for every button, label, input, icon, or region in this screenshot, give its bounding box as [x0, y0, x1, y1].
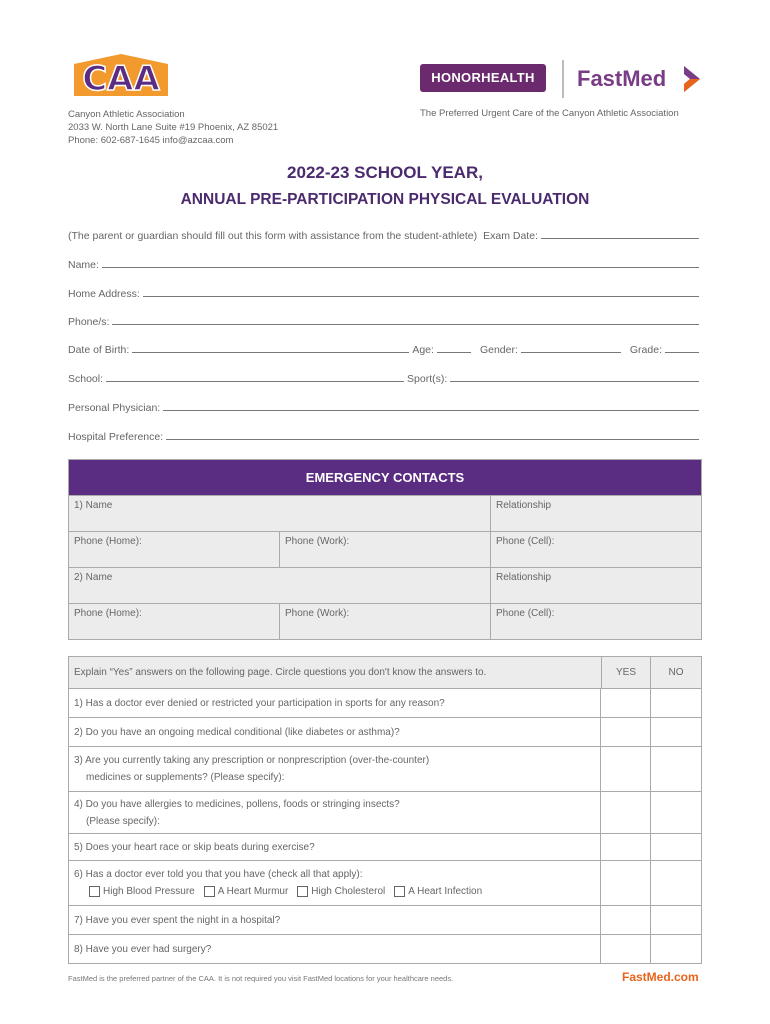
- school-row: [68, 369, 702, 385]
- home-address-label: Home Address:: [68, 288, 140, 300]
- school-field[interactable]: [106, 380, 404, 382]
- exam-date-field[interactable]: [541, 237, 699, 239]
- hospital-field[interactable]: [166, 438, 699, 440]
- contact2-phone-work-cell[interactable]: Phone (Work):: [280, 604, 491, 639]
- svg-text:CAA: CAA: [82, 59, 160, 99]
- contact2-name-cell[interactable]: 2) Name: [69, 568, 491, 603]
- q8-yes-cell[interactable]: [601, 935, 651, 963]
- contact1-phone-work-cell[interactable]: Phone (Work):: [280, 532, 491, 567]
- question-4-line1: 4) Do you have allergies to medicines, pollens, foods or stringing insects?: [74, 798, 400, 810]
- caa-logo: [66, 52, 176, 102]
- questions-instructions: Explain “Yes” answers on the following page. Circle questions you don't know the answers to.: [69, 657, 602, 688]
- emergency-contacts-table: [68, 459, 702, 640]
- question-row: [69, 860, 701, 905]
- q1-yes-cell[interactable]: [601, 689, 651, 717]
- question-6-text: 6) Has a doctor ever told you that you have (check all that apply):: [74, 869, 363, 880]
- contact1-relationship-cell[interactable]: Relationship: [491, 496, 701, 531]
- questions-header-row: [69, 657, 701, 688]
- q3-no-cell[interactable]: [651, 747, 701, 791]
- phones-field[interactable]: [112, 323, 699, 325]
- grade-label: Grade:: [629, 344, 662, 356]
- q2-yes-cell[interactable]: [601, 718, 651, 746]
- physician-label: Personal Physician:: [68, 402, 161, 414]
- name-label: Name:: [68, 259, 99, 271]
- heart-infection-label: A Heart Infection: [408, 886, 483, 897]
- emergency-contacts-title: EMERGENCY CONTACTS: [69, 460, 701, 495]
- hospital-label: Hospital Preference:: [68, 431, 164, 443]
- q8-no-cell[interactable]: [651, 935, 701, 963]
- question-row: [69, 833, 701, 860]
- high-cholesterol-checkbox[interactable]: [297, 886, 308, 897]
- q7-no-cell[interactable]: [651, 906, 701, 934]
- dob-label: Date of Birth:: [68, 344, 130, 356]
- phones-label: Phone/s:: [68, 316, 110, 328]
- question-3: [69, 747, 601, 791]
- home-address-field[interactable]: [143, 295, 699, 297]
- question-2: 2) Do you have an ongoing medical conditional (like diabetes or asthma)?: [69, 718, 601, 746]
- q4-yes-cell[interactable]: [601, 792, 651, 833]
- question-1: 1) Has a doctor ever denied or restricted your participation in sports for any reason?: [69, 689, 601, 717]
- question-8: 8) Have you ever had surgery?: [69, 935, 601, 963]
- gender-label: Gender:: [479, 344, 518, 356]
- contact2-phone-cell-cell[interactable]: Phone (Cell):: [491, 604, 701, 639]
- questions-table: [68, 656, 702, 964]
- contact1-name-cell[interactable]: 1) Name: [69, 496, 491, 531]
- high-blood-pressure-label: High Blood Pressure: [103, 886, 195, 897]
- org-name: Canyon Athletic Association: [68, 109, 185, 120]
- school-label: School:: [68, 373, 104, 385]
- age-label: Age:: [412, 344, 434, 356]
- q5-yes-cell[interactable]: [601, 834, 651, 860]
- question-3-line2: medicines or supplements? (Please specify):: [86, 772, 285, 783]
- q5-no-cell[interactable]: [651, 834, 701, 860]
- honorhealth-logo: HONORHEALTH: [420, 64, 546, 92]
- org-info: [68, 108, 278, 147]
- gender-field[interactable]: [521, 351, 621, 353]
- exam-date-label: Exam Date:: [483, 230, 538, 242]
- address-row: [68, 284, 702, 300]
- logo-divider: [562, 60, 564, 98]
- question-3-line1: 3) Are you currently taking any prescription or nonprescription (over-the-counter): [74, 755, 430, 766]
- fastmed-mark-icon: [680, 64, 704, 94]
- footer-note: FastMed is the preferred partner of the CAA. It is not required you visit FastMed locations for your healthcare needs.: [68, 974, 454, 983]
- question-row: [69, 717, 701, 746]
- page-subtitle: ANNUAL PRE-PARTICIPATION PHYSICAL EVALUATION: [180, 191, 590, 208]
- phones-row: [68, 312, 702, 328]
- instructions-row: [68, 226, 702, 242]
- sports-field[interactable]: [450, 380, 699, 382]
- org-address: 2033 W. North Lane Suite #19 Phoenix, AZ 85021: [68, 122, 279, 133]
- contact2-phone-home-cell[interactable]: Phone (Home):: [69, 604, 280, 639]
- age-field[interactable]: [437, 351, 471, 353]
- question-7: 7) Have you ever spent the night in a hospital?: [69, 906, 601, 934]
- high-blood-pressure-checkbox[interactable]: [89, 886, 100, 897]
- sports-label: Sport(s):: [407, 373, 448, 385]
- question-5: 5) Does your heart race or skip beats during exercise?: [69, 834, 601, 860]
- physician-row: [68, 398, 702, 414]
- yes-column-header: YES: [602, 657, 651, 688]
- grade-field[interactable]: [665, 351, 699, 353]
- contact2-phone-row: [69, 603, 701, 639]
- question-4: [69, 792, 601, 833]
- contact1-phone-cell-cell[interactable]: Phone (Cell):: [491, 532, 701, 567]
- q6-yes-cell[interactable]: [601, 861, 651, 905]
- question-6-options: [74, 883, 595, 900]
- question-row: [69, 746, 701, 791]
- question-4-line2: (Please specify):: [86, 815, 160, 827]
- page-title: 2022-23 SCHOOL YEAR,: [287, 163, 483, 182]
- high-cholesterol-label: High Cholesterol: [311, 886, 386, 897]
- hospital-row: [68, 427, 702, 443]
- dob-row: [68, 340, 702, 356]
- heart-murmur-checkbox[interactable]: [204, 886, 215, 897]
- contact2-relationship-cell[interactable]: Relationship: [491, 568, 701, 603]
- question-row: [69, 791, 701, 833]
- name-field[interactable]: [102, 266, 699, 268]
- heart-infection-checkbox[interactable]: [394, 886, 405, 897]
- physician-field[interactable]: [163, 409, 699, 411]
- q2-no-cell[interactable]: [651, 718, 701, 746]
- heart-murmur-label: A Heart Murmur: [217, 886, 289, 897]
- q1-no-cell[interactable]: [651, 689, 701, 717]
- question-row: [69, 905, 701, 934]
- question-6: [69, 861, 601, 905]
- instructions-text: (The parent or guardian should fill out this form with assistance from the student-athlete): [68, 230, 478, 242]
- contact1-phone-home-cell[interactable]: Phone (Home):: [69, 532, 280, 567]
- tagline: The Preferred Urgent Care of the Canyon Athletic Association: [420, 108, 679, 119]
- contact1-name-row: [69, 495, 701, 531]
- fastmed-link[interactable]: FastMed.com: [622, 970, 699, 984]
- q6-no-cell[interactable]: [651, 861, 701, 905]
- q4-no-cell[interactable]: [651, 792, 701, 833]
- contact1-phone-row: [69, 531, 701, 567]
- dob-field[interactable]: [132, 351, 409, 353]
- fastmed-logo: FastMed: [577, 66, 667, 91]
- q3-yes-cell[interactable]: [601, 747, 651, 791]
- no-column-header: NO: [651, 657, 701, 688]
- org-contact: Phone: 602-687-1645 info@azcaa.com: [68, 135, 234, 146]
- q7-yes-cell[interactable]: [601, 906, 651, 934]
- contact2-name-row: [69, 567, 701, 603]
- name-row: [68, 255, 702, 271]
- question-row: [69, 688, 701, 717]
- question-row: [69, 934, 701, 963]
